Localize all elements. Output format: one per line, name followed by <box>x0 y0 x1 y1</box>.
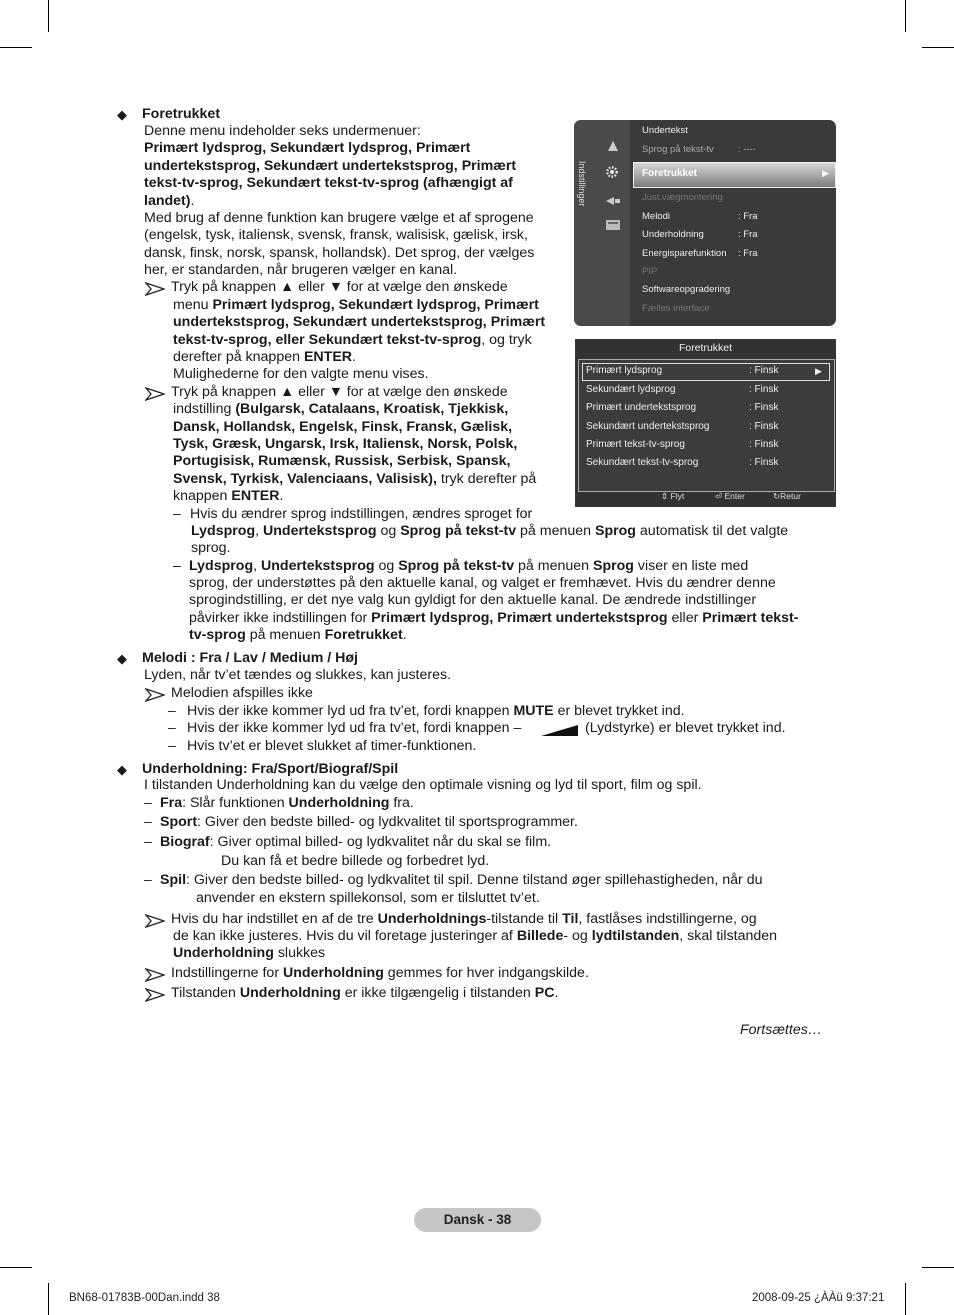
foretrukket-intro: Denne menu indeholder seks undermenuer: <box>144 123 421 139</box>
section-heading-foretrukket: Foretrukket <box>142 106 221 122</box>
footer-move: ⇕ Flyt <box>661 491 685 501</box>
section-heading-underholdning: Underholdning: Fra/Sport/Biograf/Spil <box>142 761 399 777</box>
input-icon <box>604 194 622 208</box>
note2-line: Tysk, Græsk, Ungarsk, Irsk, Italiensk, Norsk, Polsk, <box>173 436 518 452</box>
menu-row-value: : Finsk <box>749 439 779 450</box>
volume-icon <box>541 724 579 737</box>
note1-line: tekst-tv-sprog, eller Sekundært tekst-tv-sprog, og tryk <box>173 332 532 348</box>
underholdning-note3: Tilstanden Underholdning er ikke tilgængelig i tilstanden PC. <box>171 985 559 1001</box>
menu-title: Foretrukket <box>678 342 733 354</box>
desc-line: dansk, finsk, norsk, spansk, hollandsk). Det sprog, der vælges <box>144 245 535 261</box>
menu-item-undertekst: Undertekst <box>642 125 688 136</box>
crop-mark <box>905 1283 906 1315</box>
menu-row-value: : Finsk <box>749 421 779 432</box>
footer-file-info: BN68-01783B-00Dan.indd 38 <box>69 1292 220 1304</box>
sub1-line: sprog. <box>191 540 231 556</box>
note1-line: Mulighederne for den valgte menu vises. <box>173 366 429 382</box>
diamond-bullet-icon: ◆ <box>117 762 127 777</box>
menu-item-value: : Fra <box>738 248 758 259</box>
mode-spil: Spil: Giver den bedste billed- og lydkvalitet til spil. Denne tilstand øger spillehastigheden, når du <box>160 872 763 888</box>
menu-item-value: : Fra <box>738 211 758 222</box>
menu-item-just-vaegmontering: Just.vægmontering <box>642 192 723 203</box>
picture-icon <box>604 139 622 153</box>
note-arrow-icon <box>145 988 165 1002</box>
menu-row-label: Sekundært undertekstsprog <box>586 421 710 432</box>
sub2-line: påvirker ikke indstillingen for Primært lydsprog, Primært undertekstsprog eller Primært tekst- <box>189 610 799 626</box>
menu-row-value: : Finsk <box>749 365 779 376</box>
dash-bullet: – <box>168 702 176 718</box>
mode-sport: Sport: Giver den bedste billed- og lydkvalitet til sportsprogrammer. <box>160 814 578 830</box>
desc-line: her, er standarden, når brugeren vælger en kanal. <box>144 262 458 278</box>
submenus-line: undertekstsprog, Sekundært undertekstsprog, Primært <box>144 158 517 174</box>
note1-line: derefter på knappen ENTER. <box>173 349 356 365</box>
menu-item-foretrukket-selected: Foretrukket ▶ <box>633 162 836 188</box>
melodi-case: Hvis tv’et er blevet slukket af timer-funktionen. <box>187 738 477 754</box>
menu-item-melodi: Melodi <box>642 211 670 222</box>
crop-mark <box>0 47 32 48</box>
note2-line: Svensk, Tyrkisk, Valenciaans, Valisisk), tryk derefter på <box>173 471 537 487</box>
footer-enter: ⏎ Enter <box>715 491 745 501</box>
page-number-badge: Dansk - 38 <box>414 1208 541 1232</box>
desc-line: Med brug af denne funktion kan brugere vælge et af sprogene <box>144 210 534 226</box>
note1-line: undertekstsprog, Sekundært undertekstsprog, Primært <box>173 314 546 330</box>
underholdning-note1: Underholdning slukkes <box>173 945 326 961</box>
gear-icon <box>603 165 621 179</box>
menu-row-arrow-icon: ▶ <box>815 366 822 376</box>
menu-row-label: Sekundært tekst-tv-sprog <box>586 457 699 468</box>
mode-fra: Fra: Slår funktionen Underholdning fra. <box>160 795 414 811</box>
menu-item-value: : ---- <box>738 144 756 155</box>
underholdning-note2: Indstillingerne for Underholdning gemmes for hver indgangskilde. <box>171 965 589 981</box>
note-arrow-icon <box>145 387 165 401</box>
menu-vertical-label: Indstillinger <box>577 161 587 207</box>
crop-mark <box>48 1283 49 1315</box>
mode-biograf: Du kan få et bedre billede og forbedret lyd. <box>221 853 490 869</box>
sub2-line: sprog, der understøttes på den aktuelle kanal, og valget er fremhævet. Hvis du ændrer denne <box>189 575 776 591</box>
menu-row-label: Primært undertekstsprog <box>586 402 697 413</box>
melodi-case: Hvis der ikke kommer lyd ud fra tv’et, fordi knappen – <box>187 720 522 736</box>
mode-spil: anvender en ekstern spillekonsol, som er tilsluttet tv’et. <box>196 890 540 906</box>
menu-row-label: Primært tekst-tv-sprog <box>586 439 685 450</box>
enter-icon: ⏎ <box>715 491 723 501</box>
dash-bullet: – <box>173 557 181 573</box>
menu-row-label: Primært lydsprog <box>586 365 663 376</box>
footer-timestamp: 2008-09-25 ¿ÀÀü 9:37:21 <box>752 1292 885 1304</box>
diamond-bullet-icon: ◆ <box>117 651 127 666</box>
melodi-case: Hvis der ikke kommer lyd ud fra tv’et, fordi knappen MUTE er blevet trykket ind. <box>187 703 685 719</box>
menu-row-value: : Finsk <box>749 457 779 468</box>
desc-line: (engelsk, tysk, italiensk, svensk, fransk, walisisk, gælisk, irsk, <box>144 227 528 243</box>
note2-line: indstilling (Bulgarsk, Catalaans, Kroatisk, Tjekkisk, <box>173 401 509 417</box>
crop-mark <box>922 47 954 48</box>
continues-label: Fortsættes… <box>740 1022 822 1038</box>
note1-line: Tryk på knappen ▲ eller ▼ for at vælge den ønskede <box>171 279 508 295</box>
crop-mark <box>48 0 49 32</box>
menu-item-value: : Fra <box>738 229 758 240</box>
note-arrow-icon <box>145 688 165 702</box>
dash-bullet: – <box>168 737 176 753</box>
submenus-line: landet). <box>144 193 195 209</box>
dash-bullet: – <box>144 871 152 887</box>
sub2-line: sprogindstilling, er det nye valg kun gyldigt for den aktuelle kanal. De ændrede indstillinger <box>189 592 757 608</box>
mode-biograf: Biograf: Giver optimal billed- og lydkvalitet når du skal se film. <box>160 834 552 850</box>
sub1-line: Lydsprog, Undertekstsprog og Sprog på tekst-tv på menuen Sprog automatisk til det valgte <box>191 523 789 539</box>
note-arrow-icon <box>145 968 165 982</box>
crop-mark <box>0 1267 32 1268</box>
note2-line: Dansk, Hollandsk, Engelsk, Finsk, Fransk, Gælisk, <box>173 419 513 435</box>
menu-row-value: : Finsk <box>749 384 779 395</box>
settings-menu-screenshot <box>574 120 836 326</box>
melodi-note: Melodien afspilles ikke <box>171 685 313 701</box>
dash-bullet: – <box>173 505 181 521</box>
menu-item-pip: PIP <box>642 266 658 277</box>
melodi-desc: Lyden, når tv’et tændes og slukkes, kan justeres. <box>144 667 452 683</box>
dash-bullet: – <box>168 719 176 735</box>
note2-line: Portugisisk, Rumænsk, Russisk, Serbisk, Spansk, <box>173 453 511 469</box>
menu-row-label: Sekundært lydsprog <box>586 384 676 395</box>
section-heading-melodi: Melodi : Fra / Lav / Medium / Høj <box>142 650 358 666</box>
return-icon: ↻ <box>773 491 781 501</box>
dash-bullet: – <box>144 833 152 849</box>
crop-mark <box>905 0 906 32</box>
underholdning-desc: I tilstanden Underholdning kan du vælge den optimale visning og lyd til sport, film og spil. <box>144 777 702 793</box>
sub1-line: Hvis du ændrer sprog indstillingen, ændres sproget for <box>190 506 533 522</box>
menu-item-sprog-tekst-tv: Sprog på tekst-tv <box>642 144 714 155</box>
crop-mark <box>922 1267 954 1268</box>
menu-item-faelles-interface: Fælles interface <box>642 303 710 314</box>
menu-row-value: : Finsk <box>749 402 779 413</box>
melodi-case: (Lydstyrke) er blevet trykket ind. <box>585 720 786 736</box>
submenus-line: tekst-tv-sprog, Sekundært tekst-tv-sprog (afhængigt af <box>144 175 513 191</box>
sub2-line: Lydsprog, Undertekstsprog og Sprog på tekst-tv på menuen Sprog viser en liste med <box>189 558 749 574</box>
note1-line: menu Primært lydsprog, Sekundært lydsprog, Primært <box>173 297 539 313</box>
dash-bullet: – <box>144 794 152 810</box>
submenus-line: Primært lydsprog, Sekundært lydsprog, Primært <box>144 140 471 156</box>
menu-item-softwareopgradering: Softwareopgradering <box>642 284 731 295</box>
menu-item-energisparefunktion: Energisparefunktion <box>642 248 727 259</box>
footer-return: ↻Retur <box>773 491 801 501</box>
dash-bullet: – <box>144 813 152 829</box>
updown-icon: ⇕ <box>661 491 669 501</box>
diamond-bullet-icon: ◆ <box>117 107 127 122</box>
note2-line: Tryk på knappen ▲ eller ▼ for at vælge den ønskede <box>171 384 508 400</box>
menu-item-underholdning: Underholdning <box>642 229 704 240</box>
underholdning-note1: de kan ikke justeres. Hvis du vil foretage justeringer af Billede- og lydtilstanden, skal tilstanden <box>173 928 778 944</box>
underholdning-note1: Hvis du har indstillet en af de tre Underholdnings-tilstande til Til, fastlåses indstillingerne, og <box>171 911 757 927</box>
note2-line: knappen ENTER. <box>173 488 284 504</box>
note-arrow-icon <box>145 914 165 928</box>
note-arrow-icon <box>145 282 165 296</box>
preferred-menu-screenshot <box>575 339 836 507</box>
application-icon <box>604 218 622 232</box>
sub2-line: tv-sprog på menuen Foretrukket. <box>189 627 407 643</box>
